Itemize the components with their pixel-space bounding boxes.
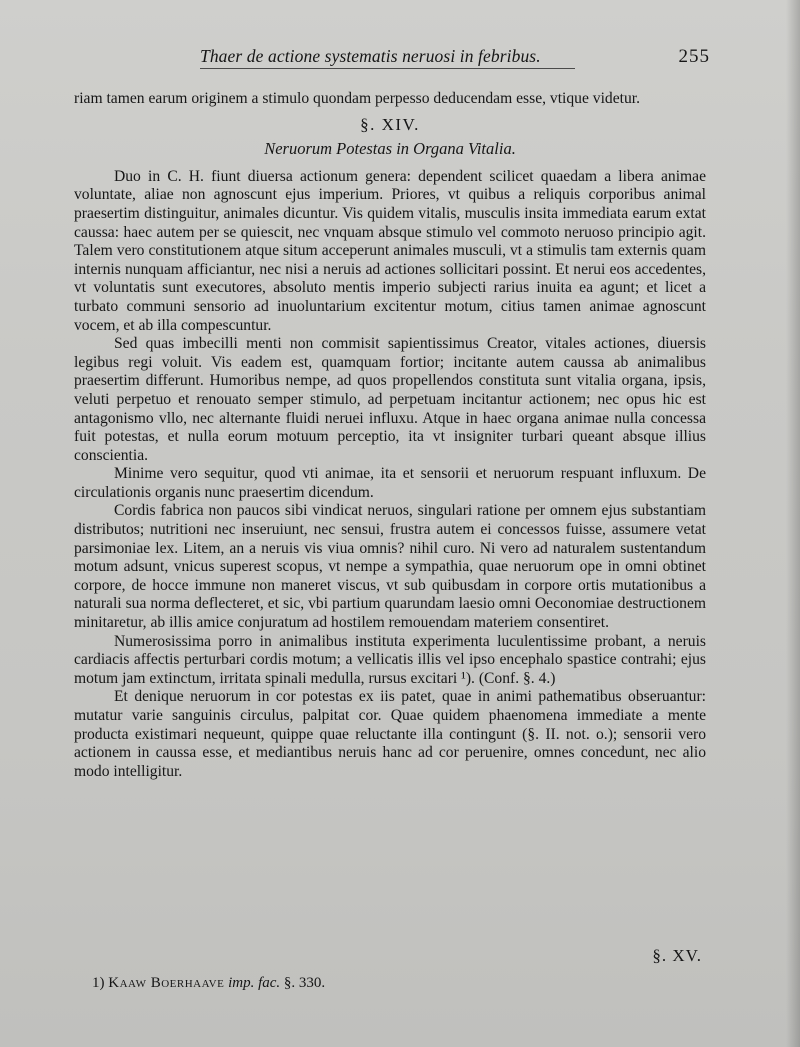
paragraph: Cordis fabrica non paucos sibi vindicat neruos, singulari ratione per omnem ejus substantiam distributos; nutritioni nec inseruiunt, nec sensui, frustra autem ei concessos fuisse, assumere vetat parsimoniae lex. Litem, an a neruis vis viua omnis? nihil curo. Ni vero ad naturalem sustentandum motum adsunt, vnicus superest scopus, vt nempe a sympathia, quae neruorum ope in omni obtinet corpore, de hocce immune non maneret viscus, vt sub quibusdam in corpore ortis mutationibus a naturali sua norma deflecteret, et sic, vbi partium quarundam laesio omni Oeconomiae destructionem minitaretur, ab illis amice conjuratum ad hostilem remouendam materiem consentiret. [74, 502, 706, 632]
section-heading: §. XIV. [360, 114, 420, 134]
page-number: 255 [678, 46, 710, 67]
page-edge-shadow [786, 0, 800, 1047]
footnote-author: Kaaw Boerhaave [108, 975, 225, 991]
paragraph: Numerosissima porro in animalibus instituta experimenta luculentissime probant, a neruis cardiacis affectis perturbari cordis motum; a vellicatis illis vel ipso encephalo spastice contrahi; ejus motum jam extinctum, irritata spinali medulla, rursus excitari ¹). (Conf. §. 4.) [74, 632, 706, 687]
paragraph: Sed quas imbecilli menti non commisit sapientissimus Creator, vitales actiones, diuersis legibus regi voluit. Vis eadem est, quamquam fortior; incitante autem caussa ab animalibus praesertim differunt. Humoribus nempe, ad quos propellendos constituta sunt vitalia organa, ipsis, veluti perpetuo et renouato semper stimulo, ad perpetuam incitantur actionem; nec opus hic est antagonismo vllo, nec alternante fluidi neruei influxu. Atque in haec organa animae nulla concessa fuit potestas, et nulla eorum motuum perceptio, ita vt insigniter turbari queant absque illius conscientia. [74, 335, 706, 464]
page-body [74, 90, 706, 781]
next-section-marker: §. XV. [652, 946, 702, 965]
footnote-ref: §. 330. [283, 975, 326, 991]
running-head: Thaer de actione systematis neruosi in febribus. [200, 46, 575, 69]
page-header [200, 46, 710, 74]
paragraph: Et denique neruorum in cor potestas ex iis patet, quae in animi pathematibus obseruantur: mutatur varie sanguinis circulus, palpitat cor. Quae quidem phaenomena immediate a mente producta existimari nequeunt, quippe quae reluctante illa contingunt (§. II. not. o.); sensorii vero actionem in caussa esse, et mediantibus neruis hanc ad cor peruenire, omnes concedunt, nec alio modo intelligitur. [74, 688, 706, 780]
section-title: Neruorum Potestas in Organa Vitalia. [264, 139, 516, 159]
paragraph: Duo in C. H. fiunt diuersa actionum genera: dependent scilicet quaedam a libera animae voluntate, aliae non agnoscunt ejus imperium. Priores, vt quibus a reliquis corporibus animal praesertim distinguitur, animales dicuntur. Vis quidem vitalis, musculis insita immediata earum extat caussa: haec autem per se quiescit, nec vnquam absque stimulo vel commoto neruoso principio agit. Talem vero constitutionem atque situm acceperunt animales musculi, vt a stimulis tam externis quam internis nunquam afficiantur, nec nisi a neruis ad actiones sollicitari possint. Et nerui eos accedentes, vt voluntatis sunt executores, absoluto mentis imperio subjecti rarius inuita ea agunt; et licet a turbato communi sensorio ad inuoluntarium excitentur motum, citius tamen animae agnoscunt vocem, et ab illa compescuntur. [74, 167, 706, 334]
lead-paragraph: riam tamen earum originem a stimulo quondam perpesso deducendam esse, vtique videtur. [74, 90, 640, 107]
footnote-work: imp. fac. [228, 975, 281, 991]
footnote [92, 975, 325, 992]
paragraph: Minime vero sequitur, quod vti animae, ita et sensorii et neruorum respuant influxum. De circulationis organis nunc praesertim dicendum. [74, 465, 706, 501]
footnote-mark: 1) [92, 975, 105, 991]
